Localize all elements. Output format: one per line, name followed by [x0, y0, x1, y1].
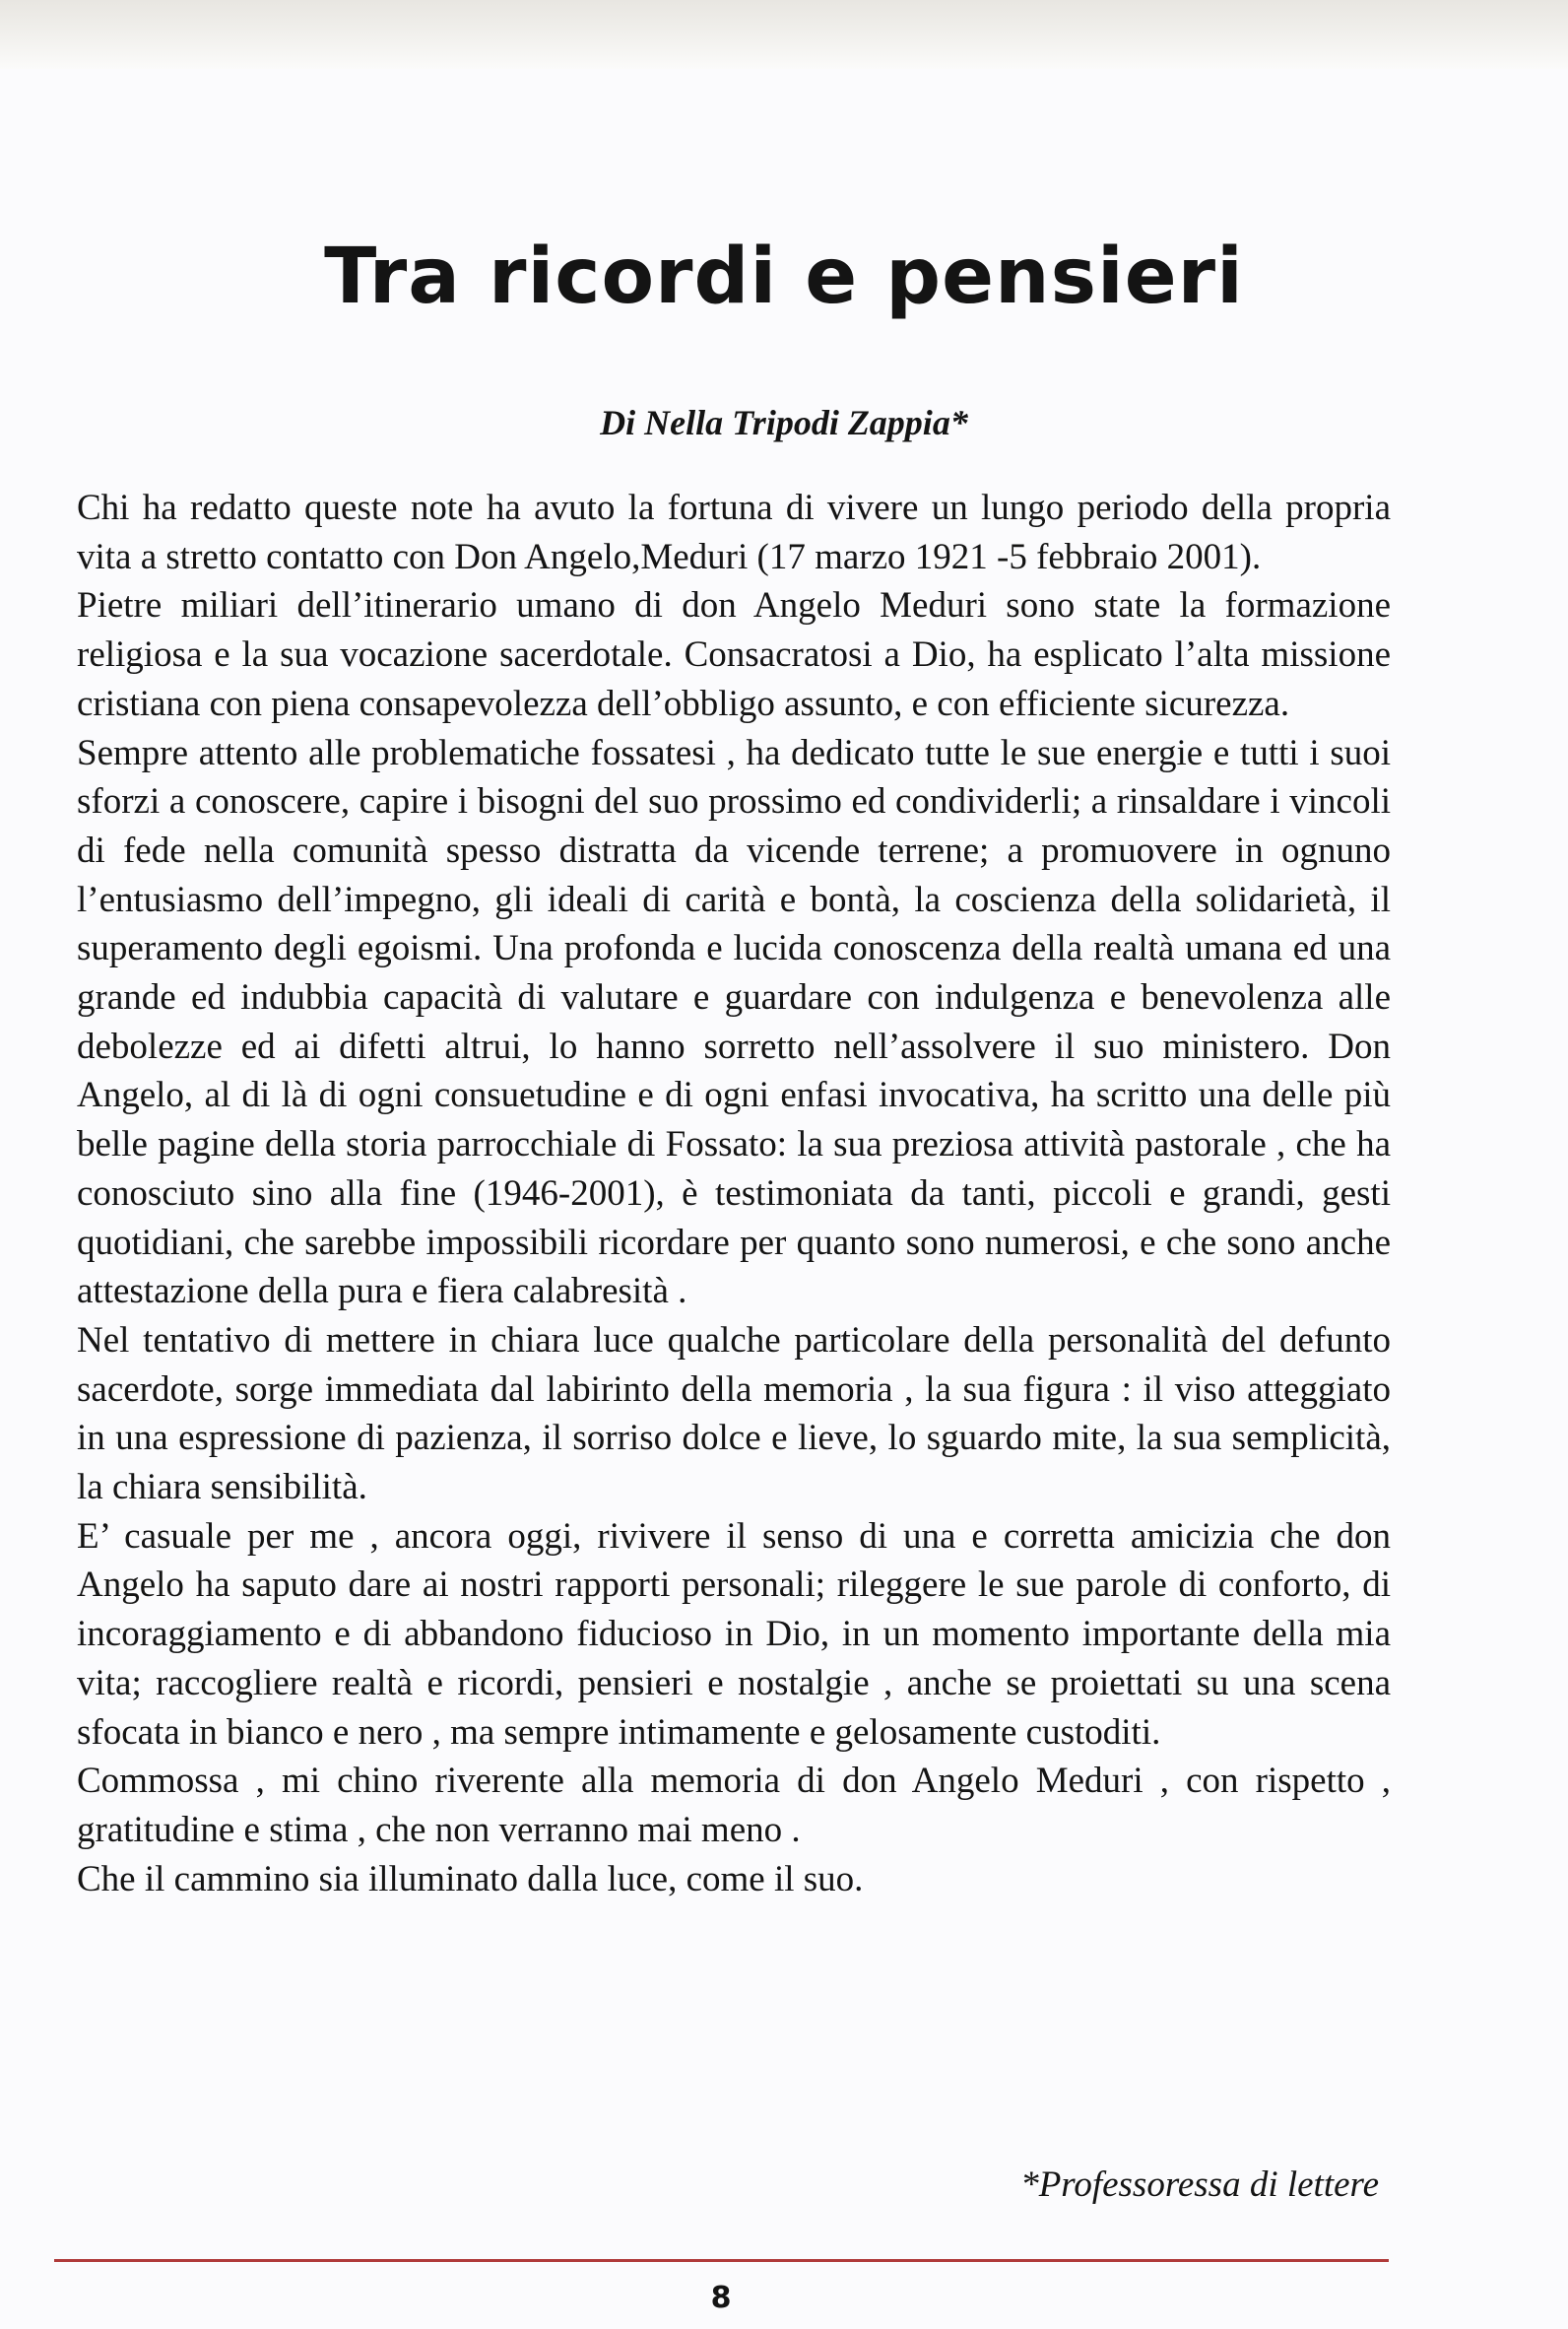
- page-number: 8: [710, 2281, 732, 2315]
- paragraph-friendship: E’ casuale per me , ancora oggi, rivivere il senso di una e corretta amicizia che don Angelo ha saputo dare ai nostri rapporti personali; rileggere le sue parole di conforto, di incoraggiamento e di abbandono fiducioso in Dio, in un momento importante della mia vita; raccogliere realtà e ricordi, pensieri e nostalgie , anche se proiettati su una scena sfocata in bianco e nero , ma sempre intimamente e gelosamente custoditi.: [77, 1515, 1391, 1753]
- paragraph-closing: Che il cammino sia illuminato dalla luce, come il suo.: [77, 1858, 864, 1899]
- article-title: Tra ricordi e pensieri: [324, 233, 1244, 321]
- paragraph-tribute: Commossa , mi chino riverente alla memoria di don Angelo Meduri , con rispetto , gratitudine e stima , che non verranno mai meno .: [77, 1761, 1391, 1850]
- paragraph-intro: Chi ha redatto queste note ha avuto la fortuna di vivere un lungo periodo della propria vita a stretto contatto con Don Angelo,Meduri (17 marzo 1921 -5 febbraio 2001).: [77, 488, 1391, 577]
- article-byline: Di Nella Tripodi Zappia*: [600, 403, 968, 442]
- paragraph-ministry: Sempre attento alle problematiche fossatesi , ha dedicato tutte le sue energie e tutti i suoi sforzi a conoscere, capire i bisogni del suo prossimo ed condividerli; a rinsaldare i vincoli di fede nella comunità spesso distratta da vicende terrene; a promuovere in ognuno l’entusiasmo dell’impegno, gli ideali di carità e bontà, la coscienza della solidarietà, il superamento degli egoismi. Una profonda e lucida conoscenza della realtà umana ed una grande ed indubbia capacità di valutare e guardare con indulgenza e benevolenza alle debolezze ed ai difetti altrui, lo hanno sorretto nell’assolvere il suo ministero. Don Angelo, al di là di ogni consuetudine e di ogni enfasi invocativa, ha scritto una delle più belle pagine della storia parrocchiale di Fossato: la sua preziosa attività pastorale , che ha conosciuto sino alla fine (1946-2001), è testimoniata da tanti, piccoli e grandi, gesti quotidiani, che sarebbe impossibili ricordare per quanto sono numerosi, e che sono anche attestazione della pura e fiera calabresità .: [77, 732, 1391, 1312]
- footer-rule: [54, 2259, 1389, 2262]
- paragraph-vocation: Pietre miliari dell’itinerario umano di don Angelo Meduri sono state la formazione religiosa e la sua vocazione sacerdotale. Consacratosi a Dio, ha esplicato l’alta missione cristiana con piena consapevolezza dell’obbligo assunto, e con efficiente sicurezza.: [77, 585, 1391, 724]
- paragraph-memory: Nel tentativo di mettere in chiara luce qualche particolare della personalità del defunto sacerdote, sorge immediata dal labirinto della memoria , la sua figura : il viso atteggiato in una espressione di pazienza, il sorriso dolce e lieve, lo sguardo mite, la sua semplicità, la chiara sensibilità.: [77, 1319, 1391, 1508]
- author-credit: *Professoressa di lettere: [1020, 2164, 1379, 2205]
- scan-border: [0, 0, 1568, 69]
- article-body: [77, 484, 1391, 1903]
